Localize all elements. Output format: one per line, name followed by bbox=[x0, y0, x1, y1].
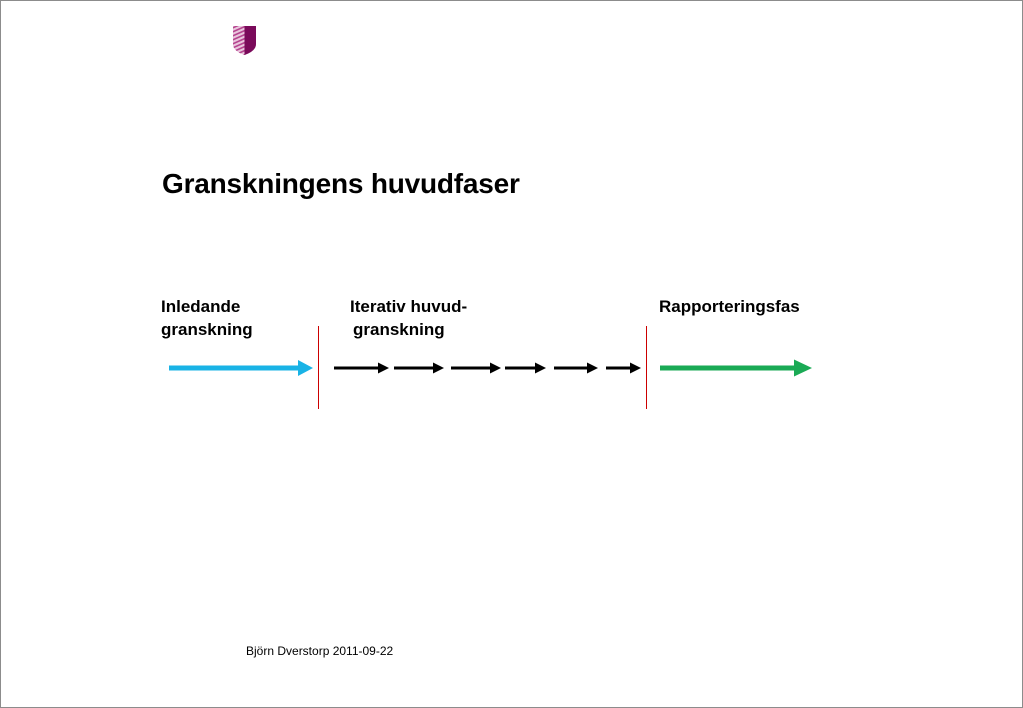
phase-label-line-2: granskning bbox=[161, 320, 253, 339]
phase-label-inledande bbox=[161, 295, 253, 341]
phase-label-iterativ bbox=[350, 295, 467, 341]
phase-label-rapportering bbox=[659, 295, 800, 318]
phase-label-line-1: Rapporteringsfas bbox=[659, 297, 800, 316]
slide-footer: Björn Dverstorp 2011-09-22 bbox=[246, 644, 394, 658]
phase-label-line-2: granskning bbox=[353, 320, 445, 339]
slide-title: Granskningens huvudfaser bbox=[162, 168, 520, 199]
phase-label-line-1: Iterativ huvud- bbox=[350, 297, 468, 316]
phase-label-line-1: Inledande bbox=[161, 297, 241, 316]
logo-right-fill bbox=[245, 25, 258, 56]
shield-logo-icon bbox=[232, 25, 257, 56]
